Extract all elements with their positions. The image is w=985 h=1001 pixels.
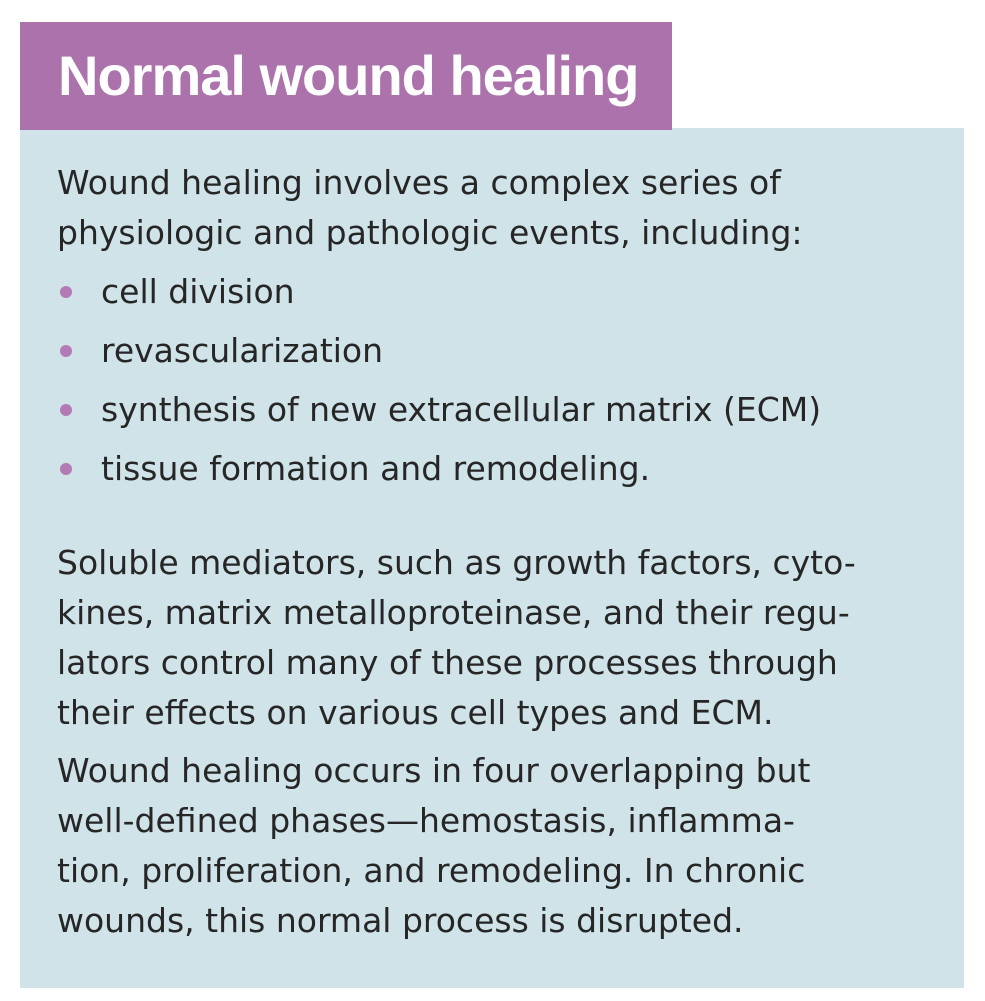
list-item: [57, 380, 937, 439]
list-item-text: revascularization: [101, 331, 384, 370]
paragraph-line: lators control many of these processes through: [57, 643, 838, 682]
bullet-dot-icon: [60, 404, 72, 416]
paragraph-line: well-defined phases—hemostasis, inflamma-: [57, 801, 795, 840]
paragraph-line: tion, proliferation, and remodeling. In chronic: [57, 851, 806, 890]
paragraph-line: Wound healing occurs in four overlapping but: [57, 751, 811, 790]
paragraph-line: their effects on various cell types and ECM.: [57, 693, 774, 732]
content-body: [57, 158, 937, 946]
bullet-dot-icon: [60, 286, 72, 298]
title-banner: [20, 22, 672, 130]
bullet-list: [57, 262, 937, 498]
list-item: [57, 439, 937, 498]
intro-paragraph: Wound healing involves a complex series of physiologic and pathologic events, including:: [57, 163, 803, 252]
mediators-paragraph: [57, 538, 937, 738]
page-title: Normal wound healing: [58, 44, 639, 107]
phases-paragraph: [57, 746, 937, 946]
paragraph-line: kines, matrix metalloproteinase, and their regu-: [57, 593, 850, 632]
list-item: [57, 321, 937, 380]
list-item: [57, 262, 937, 321]
list-item-text: tissue formation and remodeling.: [101, 449, 651, 488]
paragraph-line: Soluble mediators, such as growth factors, cyto-: [57, 543, 856, 582]
bullet-dot-icon: [60, 463, 72, 475]
list-item-text: synthesis of new extracellular matrix (ECM): [101, 390, 822, 429]
list-item-text: cell division: [101, 272, 295, 311]
paragraph-line: wounds, this normal process is disrupted.: [57, 901, 744, 940]
bullet-dot-icon: [60, 345, 72, 357]
